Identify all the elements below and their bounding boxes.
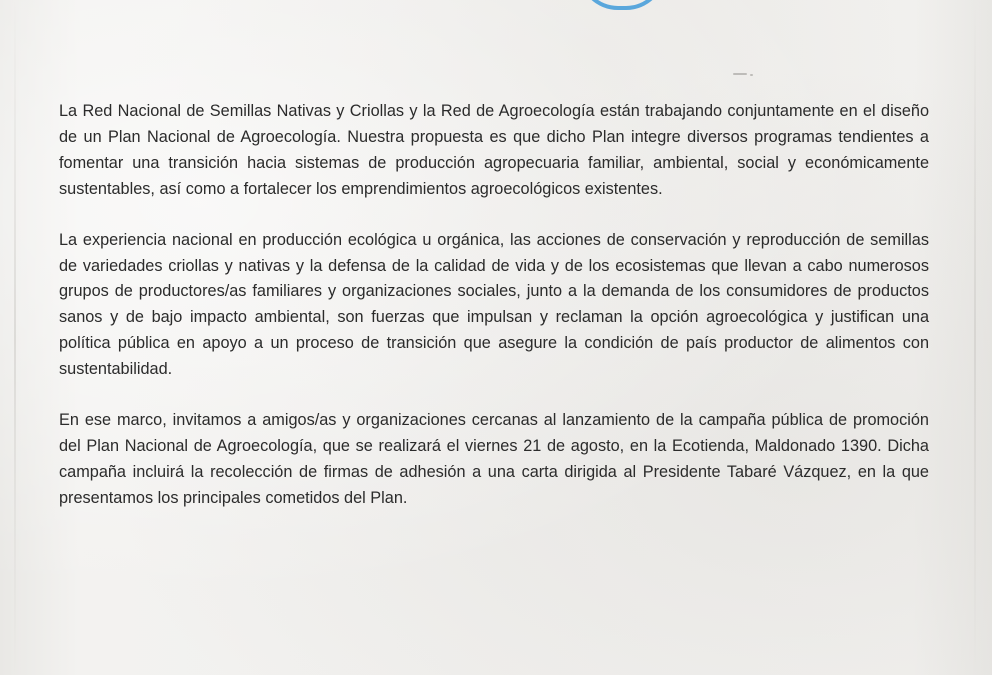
logo-ring-partial [578, 0, 666, 10]
paragraph-2: La experiencia nacional en producción ecológica u orgánica, las acciones de conservación y reproducción de semillas de variedades criollas y nativas y la defensa de la calidad de vida y de los ecosistemas que llevan a cabo numerosos grupos de productores/as familiares y organizaciones sociales, junto a la demanda de los consumidores de productos sanos y de bajo impacto ambiental, son fuerzas que impulsan y reclaman la opción agroecológica y justifican una política pública en apoyo a un proceso de transición que asegure la condición de país productor de alimentos con sustentabilidad. [59, 230, 929, 379]
paper-speck [733, 73, 747, 75]
letter-body [59, 99, 929, 537]
paper-speck [750, 74, 753, 76]
paragraph-1: La Red Nacional de Semillas Nativas y Criollas y la Red de Agroecología están trabajando conjuntamente en el diseño de un Plan Nacional de Agroecología. Nuestra propuesta es que dicho Plan integre diversos programas tendientes a fomentar una transición hacia sistemas de producción agropecuaria familiar, ambiental, social y económicamente sustentables, así como a fortalecer los emprendimientos agroecológicos existentes. [59, 102, 929, 198]
paragraph-3: En ese marco, invitamos a amigos/as y organizaciones cercanas al lanzamiento de la campaña pública de promoción del Plan Nacional de Agroecología, que se realizará el viernes 21 de agosto, en la Ecotienda, Maldonado 1390. Dicha campaña incluirá la recolección de firmas de adhesión a una carta dirigida al Presidente Tabaré Vázquez, en la que presentamos los principales cometidos del Plan. [59, 411, 929, 507]
paper-crease-right [974, 0, 976, 675]
paper-crease-left [14, 0, 16, 675]
